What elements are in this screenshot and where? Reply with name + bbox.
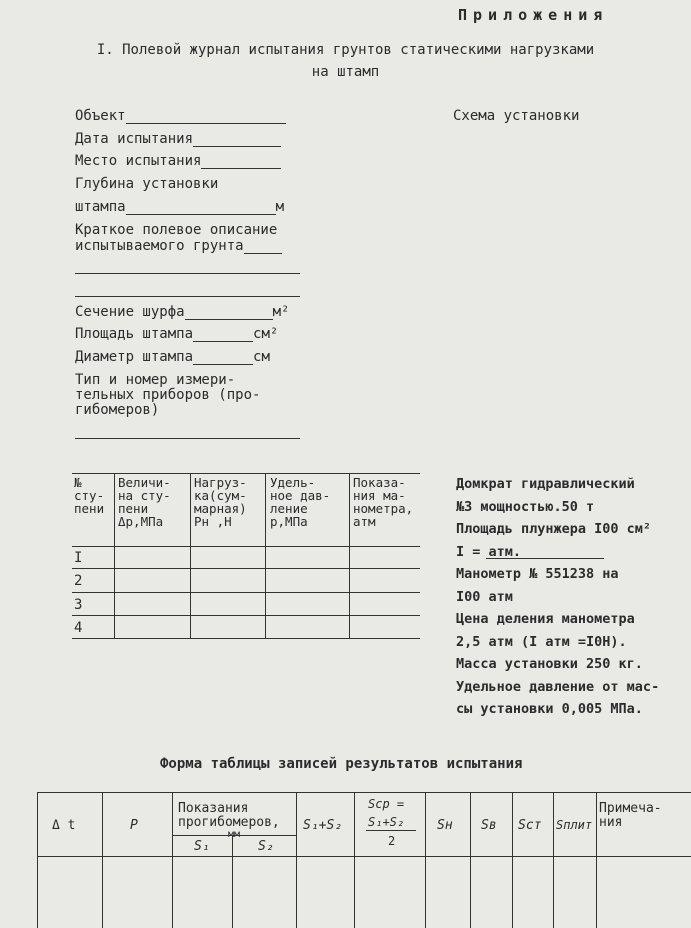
steps-table-col-line xyxy=(114,473,115,638)
results-header-note1: Примеча- xyxy=(599,801,662,816)
equipment-line: Домкрат гидравлический xyxy=(456,476,635,492)
results-col-line xyxy=(512,792,513,928)
steps-table-header-bottom xyxy=(72,546,420,547)
equipment-line: сы установки 0,005 МПа. xyxy=(456,701,643,717)
header-text: пени xyxy=(118,501,149,516)
results-col-line xyxy=(596,792,597,928)
results-header-s1: S₁ xyxy=(194,839,210,854)
steps-table-col-line xyxy=(190,473,191,638)
steps-header-load xyxy=(194,476,247,528)
field-diameter-unit: см xyxy=(253,349,270,365)
blank-line-2 xyxy=(75,296,300,297)
steps-table-row-line xyxy=(72,615,420,616)
results-col-line xyxy=(553,792,554,928)
header-text: Удель- xyxy=(270,475,316,490)
field-section-unit: м² xyxy=(272,304,290,320)
header-text: ное дав- xyxy=(270,488,331,503)
header-text: ка(сум- xyxy=(194,488,247,503)
results-header-scp-fraction xyxy=(366,830,416,831)
results-col-line xyxy=(232,835,233,928)
field-area-unit: см² xyxy=(253,326,279,342)
field-date-label: Дата испытания xyxy=(75,131,194,147)
results-header-readings-unit: мм xyxy=(228,829,241,840)
results-header-readings2: прогибомеров, xyxy=(178,815,280,830)
results-col-line xyxy=(354,792,355,928)
results-header-scp3: 2 xyxy=(388,834,396,848)
header-text: ление xyxy=(270,501,308,516)
results-header-s2: S₂ xyxy=(258,839,274,854)
field-section-label: Сечение шурфа xyxy=(75,304,185,320)
steps-row-number: 3 xyxy=(74,597,83,613)
scheme-label: Схема установки xyxy=(453,108,580,124)
document-title-line2: на штамп xyxy=(311,64,380,80)
results-header-p: Р xyxy=(130,818,138,833)
steps-row-number: I xyxy=(74,550,83,566)
steps-table-top xyxy=(72,473,420,474)
field-instr-line2: тельных приборов (про- xyxy=(75,387,261,403)
equipment-line: I = атм. xyxy=(456,543,522,560)
header-text: Величи- xyxy=(118,475,171,490)
header-text: на сту- xyxy=(118,488,171,503)
field-diameter-line xyxy=(193,364,253,365)
equipment-line: Манометр № 551238 на xyxy=(456,566,619,582)
equipment-blank-underline xyxy=(486,558,604,559)
header-text: Показа- xyxy=(353,475,406,490)
field-object-label: Объект xyxy=(75,108,126,124)
field-diameter xyxy=(75,349,270,365)
header-text: марная) xyxy=(194,501,247,516)
field-instr-line1: Тип и номер измери- xyxy=(75,372,236,388)
results-header-sst: Sст xyxy=(518,818,542,833)
field-date-line xyxy=(193,146,281,147)
steps-row-number: 2 xyxy=(74,573,83,589)
steps-table-row-line xyxy=(72,568,420,569)
results-header-spl: Sплит xyxy=(556,818,593,832)
equipment-line-blank xyxy=(456,541,659,564)
equipment-line: Удельное давление от мас- xyxy=(456,678,660,695)
field-desc xyxy=(75,238,282,254)
results-table-title: Форма таблицы записей результатов испытания xyxy=(160,756,523,772)
header-text: № xyxy=(74,475,82,490)
field-place-line xyxy=(201,168,281,169)
equipment-line: №3 мощностью.50 т xyxy=(456,498,595,515)
header-text: Δр,МПа xyxy=(118,514,164,529)
results-col-line xyxy=(425,792,426,928)
field-area-label: Площадь штампа xyxy=(75,326,194,342)
equipment-info xyxy=(456,473,659,721)
equipment-line: Масса установки 250 кг. xyxy=(456,656,643,672)
steps-table-col-line xyxy=(349,473,350,638)
header-text: р,МПа xyxy=(270,514,308,529)
field-desc-line1: Краткое полевое описание xyxy=(75,222,278,238)
field-place-label: Место испытания xyxy=(75,153,202,169)
results-col-line xyxy=(37,792,38,928)
results-col-line xyxy=(470,792,471,928)
field-diameter-label: Диаметр штампа xyxy=(75,349,194,365)
appendix-heading: Приложения xyxy=(458,6,609,24)
header-text: нометра, xyxy=(353,501,414,516)
field-depth xyxy=(75,199,284,215)
steps-header-manometer xyxy=(353,476,413,528)
field-date xyxy=(75,131,281,147)
header-text: Нагруз- xyxy=(194,475,247,490)
results-header-sn: Sн xyxy=(437,818,453,833)
field-depth-line1: Глубина установки xyxy=(75,176,219,192)
steps-table-bottom xyxy=(72,638,420,639)
equipment-line: Площадь плунжера I00 см² xyxy=(456,521,652,537)
equipment-line: I00 атм xyxy=(456,588,513,605)
header-text: пени xyxy=(74,501,105,516)
results-col-line xyxy=(296,792,297,928)
results-header-readings1: Показания xyxy=(178,801,249,816)
blank-line-3 xyxy=(75,438,300,439)
blank-line-1 xyxy=(75,273,300,274)
results-col-line xyxy=(172,792,173,928)
results-header-scp1: Sср = xyxy=(368,797,405,811)
field-section xyxy=(75,304,289,320)
header-text: атм xyxy=(353,514,376,529)
steps-table-col-line xyxy=(265,473,266,638)
document-title-line1: I. Полевой журнал испытания грунтов статическими нагрузками xyxy=(96,42,595,58)
field-depth-unit: м xyxy=(275,199,285,215)
field-depth-label: штампа xyxy=(75,199,126,215)
results-header-sv: Sв xyxy=(481,818,497,833)
equipment-line: 2,5 атм (I атм =I0Н). xyxy=(456,633,627,650)
results-table-header-bottom xyxy=(37,856,691,857)
steps-header-pressure xyxy=(270,476,330,528)
steps-header-step-size xyxy=(118,476,171,528)
equipment-line: Цена деления манометра xyxy=(456,611,635,627)
results-header-dt: Δ t xyxy=(52,818,76,833)
steps-header-number xyxy=(74,476,104,515)
results-col-line xyxy=(102,792,103,928)
header-text: ния ма- xyxy=(353,488,406,503)
results-header-scp2: S₁+S₂ xyxy=(368,815,405,829)
field-desc-line xyxy=(244,253,282,254)
results-header-note2: ния xyxy=(599,815,623,830)
header-text: сту- xyxy=(74,488,105,503)
steps-table-row-line xyxy=(72,592,420,593)
header-text: Рн ,Н xyxy=(194,514,232,529)
field-desc-label: испытываемого грунта xyxy=(75,238,244,254)
field-area-line xyxy=(193,341,253,342)
field-object-line xyxy=(126,123,286,124)
steps-row-number: 4 xyxy=(74,620,83,636)
field-place xyxy=(75,153,281,169)
field-object xyxy=(75,108,286,124)
field-instr-line3: гибомеров) xyxy=(75,402,160,418)
field-area xyxy=(75,326,278,342)
field-depth-line xyxy=(126,214,276,215)
field-section-line xyxy=(185,319,273,320)
results-header-s1s2: S₁+S₂ xyxy=(303,818,343,833)
results-table-top xyxy=(37,792,691,793)
